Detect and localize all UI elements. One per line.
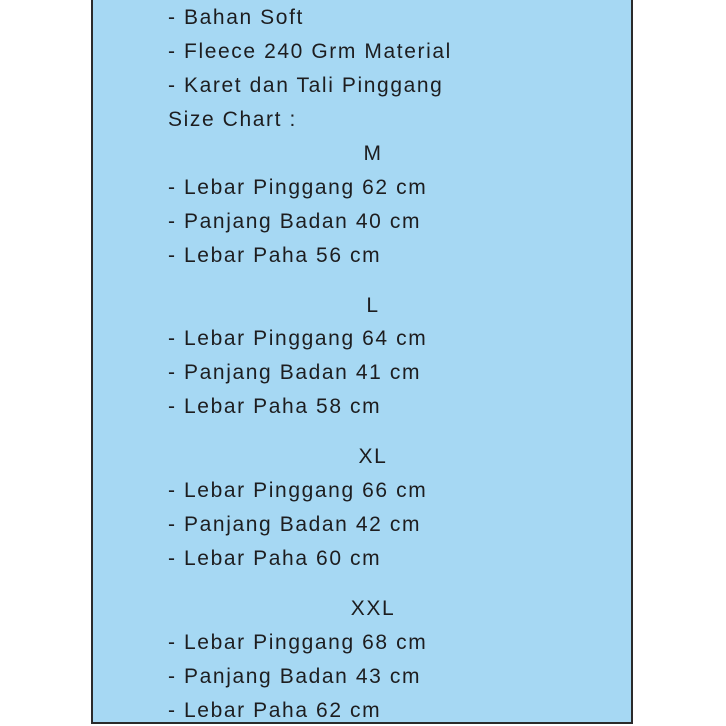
size-xxl-body-length: - Panjang Badan 43 cm — [168, 665, 422, 688]
size-chart-heading: Size Chart : — [168, 108, 297, 131]
size-m-body-length: - Panjang Badan 40 cm — [168, 210, 422, 233]
size-xl-waist-width: - Lebar Pinggang 66 cm — [168, 479, 428, 502]
size-m-thigh-width: - Lebar Paha 56 cm — [168, 244, 382, 267]
size-l-body-length: - Panjang Badan 41 cm — [168, 361, 422, 384]
feature-line-fleece: - Fleece 240 Grm Material — [168, 40, 452, 63]
size-heading-l: L — [366, 294, 380, 317]
feature-line-fabric: - Bahan Soft — [168, 6, 304, 29]
size-heading-xxl: XXL — [350, 597, 396, 620]
size-l-waist-width: - Lebar Pinggang 64 cm — [168, 327, 428, 350]
size-l-thigh-width: - Lebar Paha 58 cm — [168, 395, 382, 418]
size-xxl-waist-width: - Lebar Pinggang 68 cm — [168, 631, 428, 654]
feature-line-waistband: - Karet dan Tali Pinggang — [168, 74, 444, 97]
size-xl-thigh-width: - Lebar Paha 60 cm — [168, 547, 382, 570]
size-heading-xl: XL — [358, 445, 388, 468]
size-xl-body-length: - Panjang Badan 42 cm — [168, 513, 422, 536]
size-m-waist-width: - Lebar Pinggang 62 cm — [168, 176, 428, 199]
size-xxl-thigh-width: - Lebar Paha 62 cm — [168, 699, 382, 722]
size-heading-m: M — [363, 142, 383, 165]
size-chart-panel — [91, 0, 633, 724]
